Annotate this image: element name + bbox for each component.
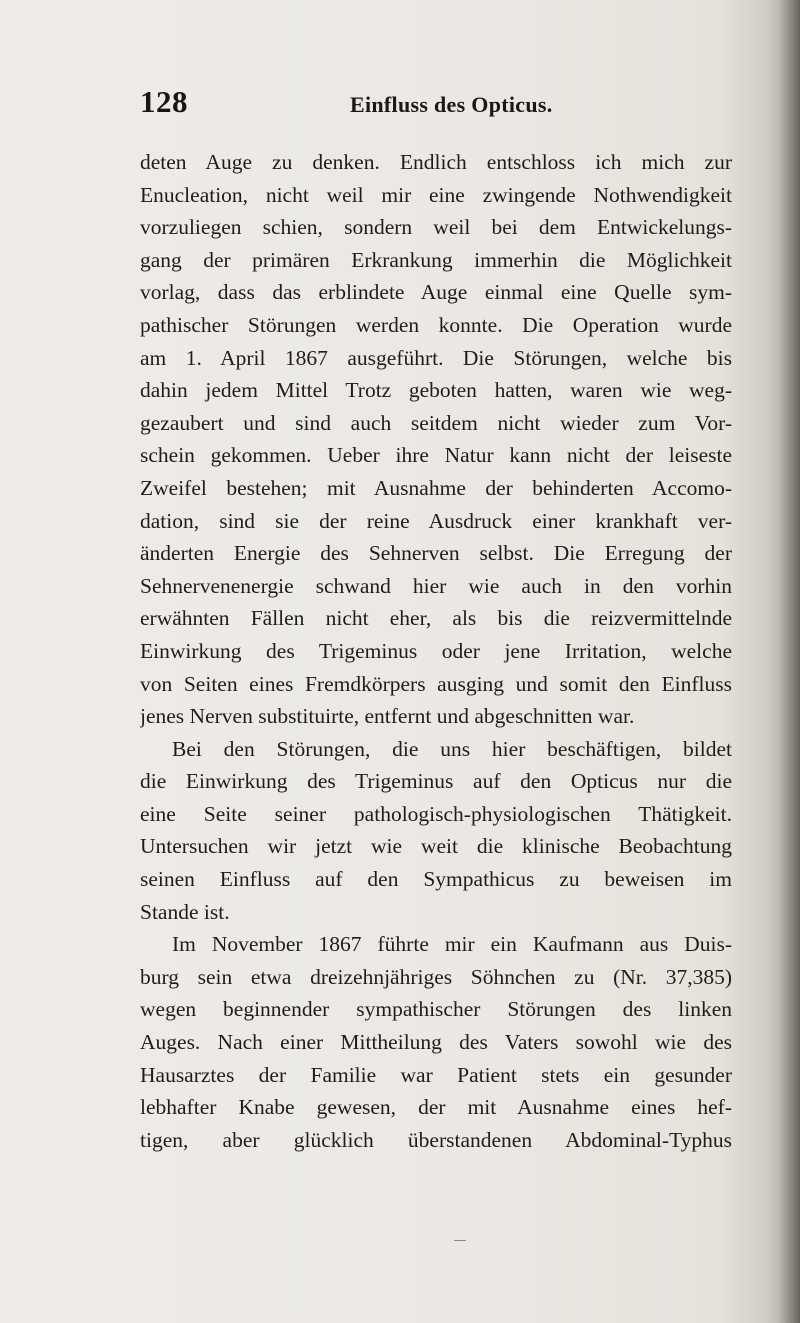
text-line: Hausarztes der Familie war Patient stets ein gesunder [140, 1062, 732, 1087]
text-line: die Einwirkung des Trigeminus auf den Opticus nur die [140, 769, 732, 794]
text-line: seinen Einfluss auf den Sympathicus zu beweisen im [140, 867, 732, 892]
text-line: änderten Energie des Sehnerven selbst. Die Erregung der [140, 541, 732, 566]
text-line: deten Auge zu denken. Endlich entschloss ich mich zur [140, 150, 732, 174]
text-line: Sehnervenenergie schwand hier wie auch in den vorhin [140, 573, 732, 598]
text-line: Einwirkung des Trigeminus oder jene Irritation, welche [140, 638, 732, 663]
text-line: vorzuliegen schien, sondern weil bei dem Entwickelungs- [140, 215, 732, 240]
text-line: schein gekommen. Ueber ihre Natur kann nicht der leiseste [140, 443, 732, 468]
text-line: dation, sind sie der reine Ausdruck einer krankhaft ver- [140, 508, 732, 533]
text-line: vorlag, dass das erblindete Auge einmal eine Quelle sym- [140, 280, 732, 305]
text-line: erwähnten Fällen nicht eher, als bis die reizvermittelnde [140, 606, 732, 631]
text-line: Im November 1867 führte mir ein Kaufmann aus Duis- [172, 932, 732, 957]
text-line: gang der primären Erkrankung immerhin die Möglichkeit [140, 247, 732, 272]
page-edge-shadow [778, 0, 800, 1323]
text-line: gezaubert und sind auch seitdem nicht wieder zum Vor- [140, 410, 732, 435]
footer-mark [454, 1240, 466, 1241]
text-line: lebhafter Knabe gewesen, der mit Ausnahme eines hef- [140, 1095, 732, 1120]
text-line: dahin jedem Mittel Trotz geboten hatten, waren wie weg- [140, 378, 732, 403]
text-line: pathischer Störungen werden konnte. Die Operation wurde [140, 312, 732, 337]
running-title: Einfluss des Opticus. [350, 92, 553, 117]
text-line: tigen, aber glücklich überstandenen Abdominal-Typhus [140, 1127, 732, 1152]
text-line: Untersuchen wir jetzt wie weit die klinische Beobachtung [140, 834, 732, 859]
text-line: Zweifel bestehen; mit Ausnahme der behinderten Accomo- [140, 475, 732, 500]
text-line: Stande ist. [140, 899, 230, 924]
page-header [140, 84, 730, 124]
text-line: Bei den Störungen, die uns hier beschäftigen, bildet [172, 736, 732, 761]
text-line: Auges. Nach einer Mittheilung des Vaters sowohl wie des [140, 1030, 732, 1055]
text-line: eine Seite seiner pathologisch-physiologischen Thätigkeit. [140, 801, 732, 826]
text-line: von Seiten eines Fremdkörpers ausging und somit den Einfluss [140, 671, 732, 696]
text-line: jenes Nerven substituirte, entfernt und abgeschnitten war. [140, 704, 635, 729]
text-line: wegen beginnender sympathischer Störungen des linken [140, 997, 732, 1022]
text-line: burg sein etwa dreizehnjähriges Söhnchen zu (Nr. 37,385) [140, 964, 732, 989]
page-number: 128 [140, 84, 188, 119]
body-text [140, 146, 732, 1156]
text-line: Enucleation, nicht weil mir eine zwingende Nothwendigkeit [140, 182, 732, 207]
text-line: am 1. April 1867 ausgeführt. Die Störungen, welche bis [140, 345, 732, 370]
